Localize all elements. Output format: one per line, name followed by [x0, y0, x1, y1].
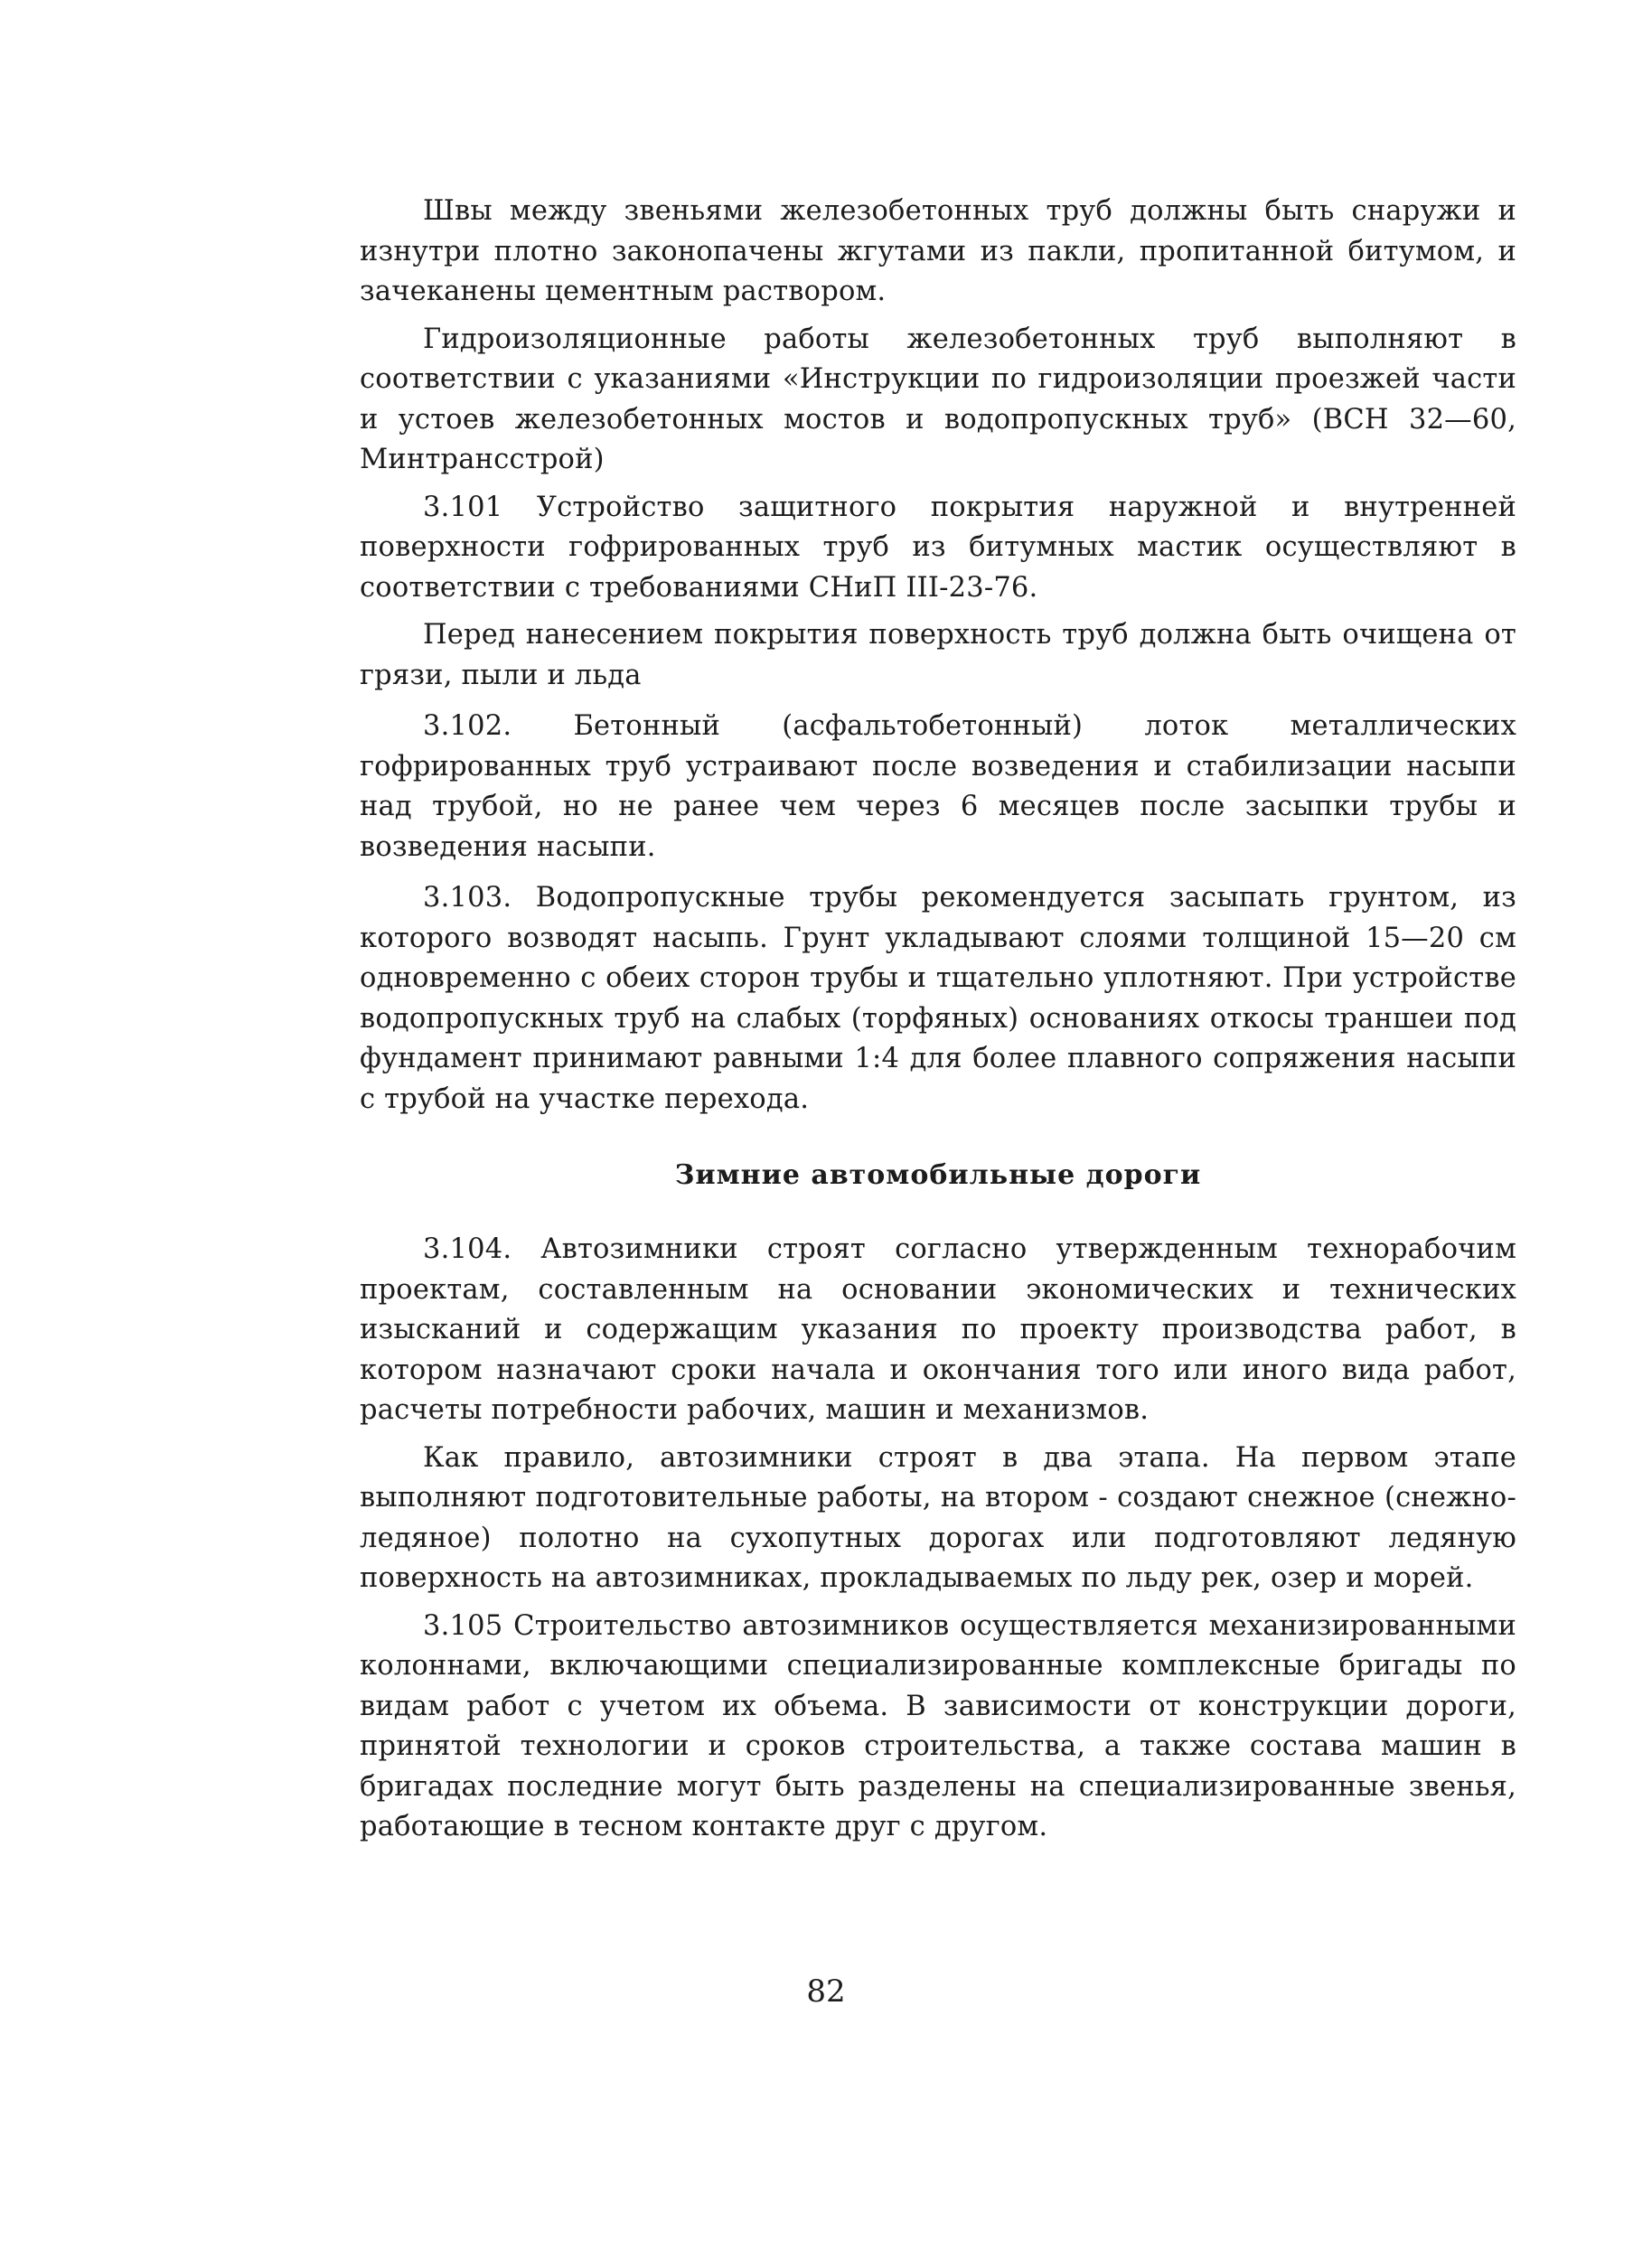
- paragraph-coating-prep: Перед нанесением покрытия поверхность труб должна быть очищена от грязи, пыли и льда: [360, 619, 1516, 691]
- page-number: 82: [806, 1973, 846, 2010]
- paragraph-3-103: 3.103. Водопропускные трубы рекомендуется засыпать грунтом, из которого возводят насыпь. Грунт укладывают слоями толщиной 15—20 см одновременно с обеих сторон трубы и тщательно уплотняют. При устройстве водопропускных труб на слабых (торфяных) основаниях откосы траншеи под фундамент принимают равными 1:4 для более плавного сопряжения насыпи с трубой на участке перехода.: [360, 882, 1516, 1115]
- paragraph-3-101: 3.101 Устройство защитного покрытия наружной и внутренней поверхности гофрированных труб из битумных мастик осуществляют в соответствии с требованиями СНиП III-23-76.: [360, 491, 1516, 604]
- paragraph-waterproofing: Гидроизоляционные работы железобетонных труб выполняют в соответствии с указаниями «Инструкции по гидроизоляции проезжей части и устоев железобетонных мостов и водопропускных труб» (ВСН 32—60, Минтрансстрой): [360, 323, 1516, 475]
- section-heading: Зимние автомобильные дороги: [674, 1159, 1202, 1191]
- paragraph-3-105: 3.105 Строительство автозимников осуществляется механизированными колоннами, включающими специализированные комплексные бригады по видам работ с учетом их объема. В зависимости от конструкции дороги, принятой технологии и сроков строительства, а также состава машин в бригадах последние могут быть разделены на специализированные звенья, работающие в тесном контакте друг с другом.: [360, 1609, 1516, 1842]
- document-page: [360, 192, 1516, 1848]
- paragraph-3-104: 3.104. Автозимники строят согласно утвержденным технорабочим проектам, составленным на основании экономических и технических изысканий и содержащим указания по проекту производства работ, в котором назначают сроки начала и окончания того или иного вида работ, расчеты потребности рабочих, машин и механизмов.: [360, 1233, 1516, 1426]
- paragraph-two-stages: Как правило, автозимники строят в два этапа. На первом этапе выполняют подготовительные работы, на втором - создают снежное (снежно-ледяное) полотно на сухопутных дорогах или подготовляют ледяную поверхность на автозимниках, прокладываемых по льду рек, озер и морей.: [360, 1441, 1516, 1594]
- paragraph-seams: Швы между звеньями железобетонных труб должны быть снаружи и изнутри плотно законопачены жгутами из пакли, пропитанной битумом, и зачеканены цементным раствором.: [360, 195, 1516, 307]
- paragraph-3-102: 3.102. Бетонный (асфальтобетонный) лоток металлических гофрированных труб устраивают после возведения и стабилизации насыпи над трубой, но не ранее чем через 6 месяцев после засыпки трубы и возведения насыпи.: [360, 710, 1516, 863]
